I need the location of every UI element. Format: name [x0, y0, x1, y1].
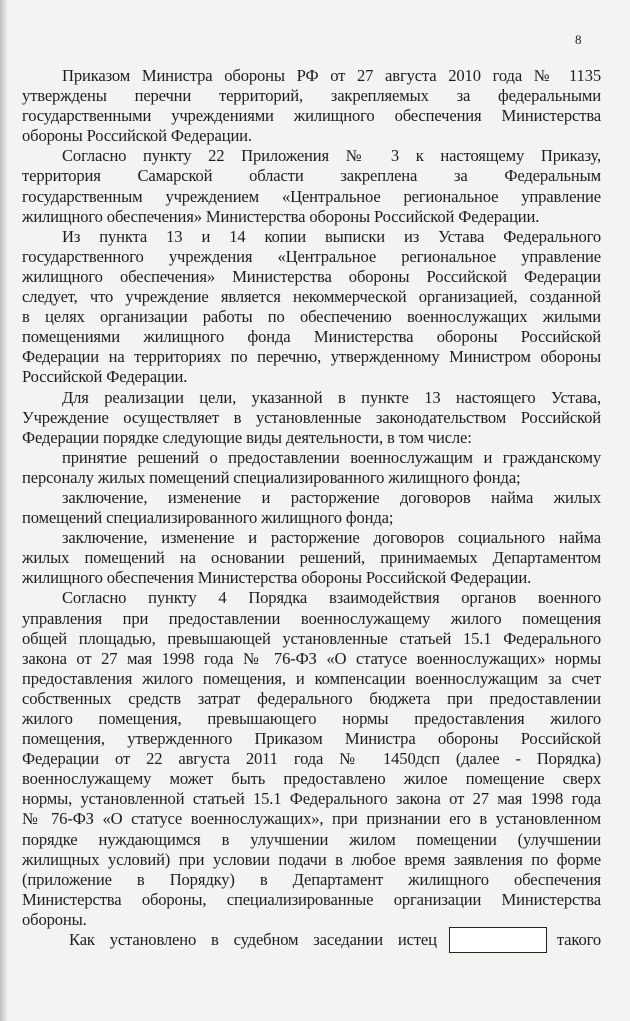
- final-paragraph: [22, 930, 601, 950]
- text-line: Федерации порядке следующие виды деятельности, в том числе:: [22, 427, 472, 447]
- text-line: жилищного обеспечения» Министерства обороны Российской Федерации: [22, 266, 601, 286]
- text-line: помещений специализированного жилищного фонда;: [22, 508, 394, 528]
- text-line: такого: [556, 930, 601, 950]
- text-line: общей площадью, превышающей установленные статьей 15.1 Федерального: [22, 628, 601, 648]
- text-line: Для реализации цели, указанной в пункте 13 настоящего Устава,: [62, 387, 601, 407]
- document-body: [22, 66, 601, 950]
- paragraph: [22, 448, 601, 488]
- text-line: предоставления жилого помещения, и компенсации военнослужащим за счет: [22, 668, 601, 688]
- text-line: жилых помещений на основании решений, принимаемых Департаментом: [22, 548, 601, 568]
- text-line: Федерации от 22 августа 2011 года № 1450дсп (далее - Порядка): [22, 749, 601, 769]
- text-line: помещения, утвержденного Приказом Министра обороны Российской: [22, 729, 601, 749]
- paragraph: [22, 227, 601, 388]
- text-line: жилищных условий) при условии подачи в любое время заявления по форме: [22, 849, 601, 869]
- scan-shadow-edge: [0, 0, 8, 1021]
- redacted-name-box: [449, 927, 547, 953]
- text-line: Министерства обороны, специализированные организации Министерства: [22, 889, 601, 909]
- paragraph: [22, 488, 601, 528]
- paragraph: [22, 588, 601, 930]
- text-line: жилого помещения, превышающего нормы предоставления жилого: [22, 709, 601, 728]
- text-line: Согласно пункту 4 Порядка взаимодействия органов военного: [62, 588, 601, 608]
- text-line: государственными учреждениями жилищного обеспечения Министерства: [22, 106, 601, 126]
- text-line: в целях организации работы по обеспечению военнослужащих жилыми: [22, 307, 601, 327]
- text-line: Российской Федерации.: [22, 367, 188, 387]
- paragraph: [22, 388, 601, 448]
- text-line: № 76-ФЗ «О статусе военнослужащих», при признании его в установленном: [22, 809, 601, 829]
- paragraph: [22, 528, 601, 588]
- text-line: Приказом Министра обороны РФ от 27 августа 2010 года № 1135: [62, 66, 601, 85]
- text-line: государственным учреждением «Центральное региональное управление: [22, 186, 601, 206]
- paragraph: [22, 66, 601, 146]
- text-line: Согласно пункту 22 Приложения № 3 к настоящему Приказу,: [62, 146, 601, 166]
- text-line: государственного учреждения «Центральное региональное управление: [22, 246, 601, 266]
- text-line: заключение, изменение и расторжение договоров найма жилых: [62, 487, 601, 507]
- text-line: помещениями жилищного фонда Министерства обороны Российской: [22, 327, 601, 347]
- text-line: управления при предоставлении военнослужащему жилого помещения: [22, 608, 601, 628]
- text-line: собственных средств затрат федерального бюджета при предоставлении: [22, 688, 601, 708]
- text-line: жилищного обеспечения» Министерства обороны Российской Федерации.: [22, 206, 540, 226]
- text-line: жилищного обеспечения Министерства обороны Российской Федерации.: [22, 568, 532, 588]
- text-line: (приложение в Порядку) в Департамент жилищного обеспечения: [22, 869, 601, 889]
- text-line: следует, что учреждение является некоммерческой организацией, созданной: [22, 287, 601, 307]
- text-line: порядке нуждающимся в улучшении жилом помещении (улучшении: [22, 829, 601, 849]
- text-line: закона от 27 мая 1998 года № 76-ФЗ «О статусе военнослужащих» нормы: [22, 648, 601, 668]
- paragraph: [22, 146, 601, 226]
- text-line: персоналу жилых помещений специализированного жилищного фонда;: [22, 467, 521, 487]
- text-line: Как установлено в судебном заседании истец: [69, 930, 437, 950]
- text-line: Федерации на территориях по перечню, утвержденному Министром обороны: [22, 347, 601, 367]
- text-line: заключение, изменение и расторжение договоров социального найма: [62, 528, 601, 548]
- text-line: нормы, установленной статьей 15.1 Федерального закона от 27 мая 1998 года: [22, 789, 601, 809]
- text-line: обороны Российской Федерации.: [22, 126, 252, 146]
- text-line: утверждены перечни территорий, закрепляемых за федеральными: [22, 86, 601, 106]
- text-line: военнослужащему может быть предоставлено жилое помещение сверх: [22, 769, 601, 789]
- text-line: обороны.: [22, 909, 87, 929]
- text-line: Учреждение осуществляет в установленные законодательством Российской: [22, 407, 601, 427]
- text-line: территория Самарской области закреплена за Федеральным: [22, 166, 601, 186]
- text-line: принятие решений о предоставлении военнослужащим и гражданскому: [62, 447, 601, 467]
- text-line: Из пункта 13 и 14 копии выписки из Устава Федерального: [62, 226, 601, 246]
- page-number: 8: [575, 32, 582, 47]
